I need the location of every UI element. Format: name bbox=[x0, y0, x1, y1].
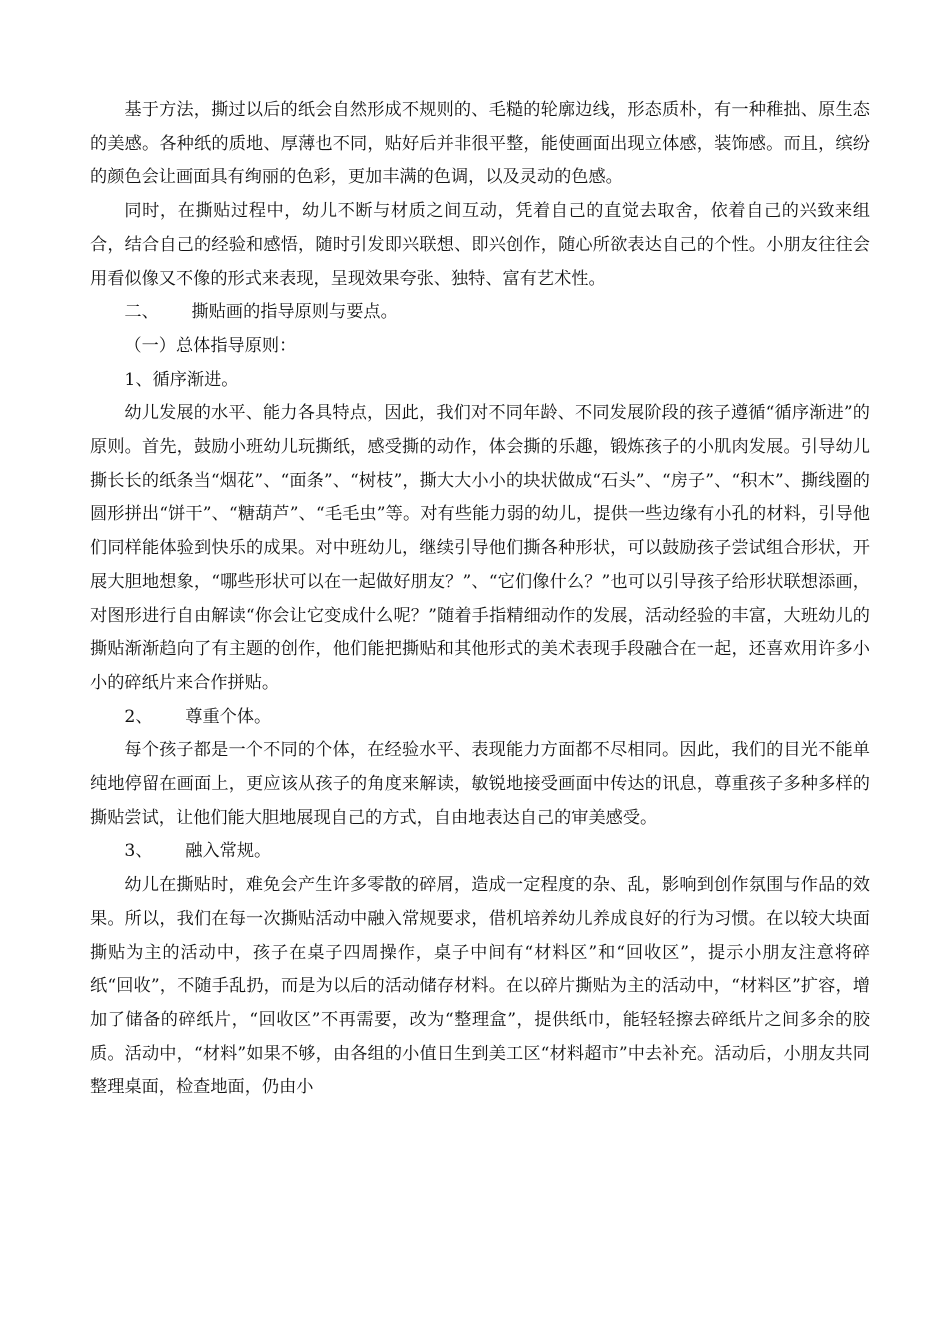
document-body bbox=[90, 94, 870, 1105]
item-3-body: 幼儿在撕贴时，难免会产生许多零散的碎屑，造成一定程度的杂、乱，影响到创作氛围与作品的效果。所以，我们在每一次撕贴活动中融入常规要求，借机培养幼儿养成良好的行为习惯。在以较大块面撕贴为主的活动中，孩子在桌子四周操作，桌子中间有“材料区”和“回收区”，提示小朋友注意将碎纸“回收”，不随手乱扔，而是为以后的活动储存材料。在以碎片撕贴为主的活动中，“材料区”扩容，增加了储备的碎纸片，“回收区”不再需要，改为“整理盒”，提供纸巾，能轻轻擦去碎纸片之间多余的胶质。活动中，“材料”如果不够，由各组的小值日生到美工区“材料超市”中去补充。活动后，小朋友共同整理桌面，检查地面，仍由小 bbox=[90, 875, 870, 1098]
subsection-heading: （一）总体指导原则： bbox=[124, 335, 297, 356]
item-2-heading: 2、 尊重个体。 bbox=[124, 706, 272, 727]
paragraph-interaction: 同时，在撕贴过程中，幼儿不断与材质之间互动，凭着自己的直觉去取舍，依着自己的兴致来组合，结合自己的经验和感悟，随时引发即兴联想、即兴创作，随心所欲表达自己的个性。小朋友往往会用看似像又不像的形式来表现，呈现效果夸张、独特、富有艺术性。 bbox=[90, 201, 870, 289]
item-2-body: 每个孩子都是一个不同的个体，在经验水平、表现能力方面都不尽相同。因此，我们的目光不能单纯地停留在画面上，更应该从孩子的角度来解读，敏锐地接受画面中传达的讯息，尊重孩子多种多样的撕贴尝试，让他们能大胆地展现自己的方式，自由地表达自己的审美感受。 bbox=[90, 740, 870, 828]
section-heading: 二、 撕贴画的指导原则与要点。 bbox=[124, 302, 398, 323]
paragraph-method: 基于方法，撕过以后的纸会自然形成不规则的、毛糙的轮廓边线，形态质朴，有一种稚拙、原生态的美感。各种纸的质地、厚薄也不同，贴好后并非很平整，能使画面出现立体感，装饰感。而且，缤纷的颜色会让画面具有绚丽的色彩，更加丰满的色调，以及灵动的色感。 bbox=[90, 100, 870, 188]
item-1-body: 幼儿发展的水平、能力各具特点，因此，我们对不同年龄、不同发展阶段的孩子遵循“循序渐进”的原则。首先，鼓励小班幼儿玩撕纸，感受撕的动作，体会撕的乐趣，锻炼孩子的小肌肉发展。引导幼儿撕长长的纸条当“烟花”、“面条”、“树枝”，撕大大小小的块状做成“石头”、“房子”、“积木”、撕线圈的圆形拼出“饼干”、“糖葫芦”、“毛毛虫”等。对有些能力弱的幼儿，提供一些边缘有小孔的材料，引导他们同样能体验到快乐的成果。对中班幼儿，继续引导他们撕各种形状，可以鼓励孩子尝试组合形状，开展大胆地想象，“哪些形状可以在一起做好朋友？”、“它们像什么？”也可以引导孩子给形状联想添画，对图形进行自由解读“你会让它变成什么呢？”随着手指精细动作的发展，活动经验的丰富，大班幼儿的撕贴渐渐趋向了有主题的创作，他们能把撕贴和其他形式的美术表现手段融合在一起，还喜欢用许多小小的碎纸片来合作拼贴。 bbox=[90, 403, 870, 693]
item-1-heading: 1、循序渐进。 bbox=[124, 369, 239, 390]
item-3-heading: 3、 融入常规。 bbox=[124, 841, 272, 862]
